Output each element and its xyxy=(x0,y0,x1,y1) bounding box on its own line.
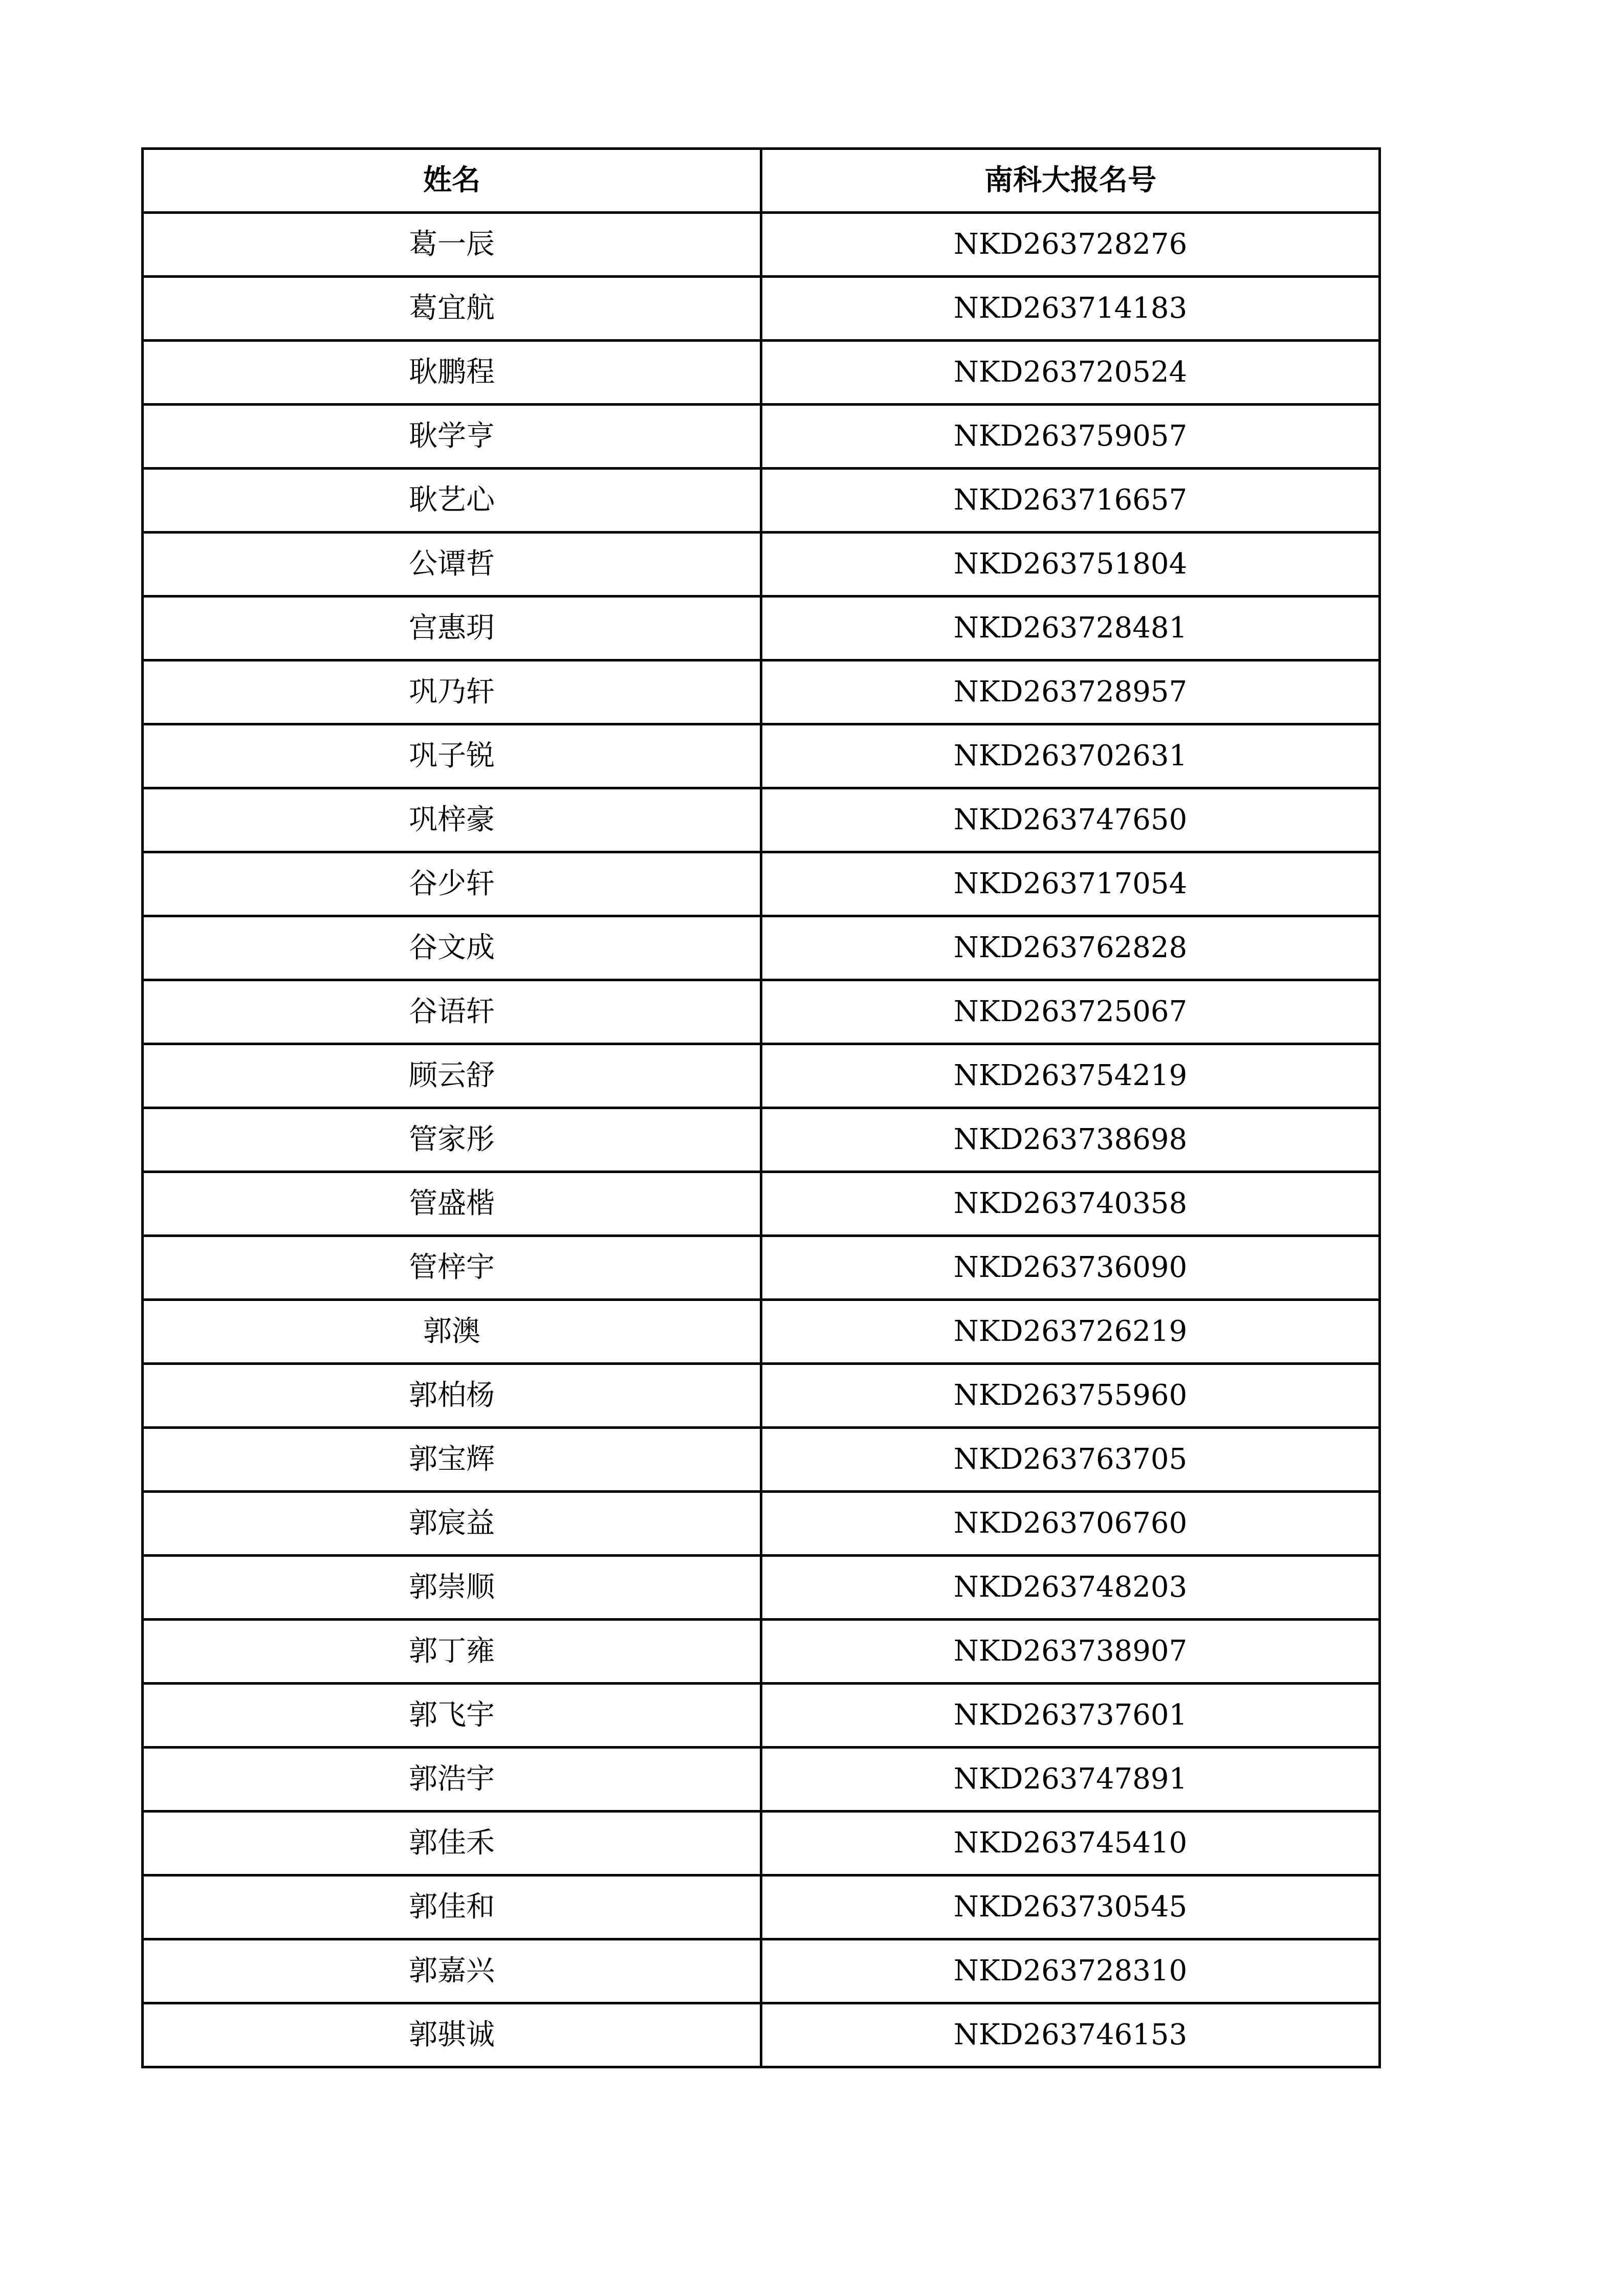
table-row xyxy=(143,980,1380,1044)
registration-number-cell: NKD263738907 xyxy=(761,1620,1380,1684)
table-row xyxy=(143,1939,1380,2003)
table-row xyxy=(143,1236,1380,1300)
name-cell: 管盛楷 xyxy=(143,1172,761,1236)
table-row xyxy=(143,1492,1380,1556)
name-cell: 公谭哲 xyxy=(143,533,761,597)
registration-number-cell: NKD263728481 xyxy=(761,597,1380,660)
name-cell: 葛宜航 xyxy=(143,277,761,341)
registration-number-cell: NKD263716657 xyxy=(761,469,1380,533)
name-cell: 管梓宇 xyxy=(143,1236,761,1300)
registration-number-cell: NKD263747650 xyxy=(761,788,1380,852)
name-cell: 郭嘉兴 xyxy=(143,1939,761,2003)
registration-number-cell: NKD263702631 xyxy=(761,724,1380,788)
name-cell: 郭宝辉 xyxy=(143,1428,761,1492)
registration-number-cell: NKD263762828 xyxy=(761,916,1380,980)
table-row xyxy=(143,916,1380,980)
name-cell: 郭柏杨 xyxy=(143,1364,761,1428)
table-row xyxy=(143,1108,1380,1172)
name-cell: 郭飞宇 xyxy=(143,1684,761,1748)
table-row xyxy=(143,1875,1380,1939)
registration-number-cell: NKD263746153 xyxy=(761,2003,1380,2067)
registration-number-cell: NKD263754219 xyxy=(761,1044,1380,1108)
name-cell: 葛一辰 xyxy=(143,213,761,277)
table-row xyxy=(143,213,1380,277)
table-row xyxy=(143,1364,1380,1428)
name-cell: 巩子锐 xyxy=(143,724,761,788)
registration-number-cell: NKD263751804 xyxy=(761,533,1380,597)
table-row xyxy=(143,1812,1380,1875)
table-row xyxy=(143,405,1380,469)
table-row xyxy=(143,1748,1380,1812)
registration-number-cell: NKD263736090 xyxy=(761,1236,1380,1300)
table-row xyxy=(143,469,1380,533)
registration-number-cell: NKD263738698 xyxy=(761,1108,1380,1172)
table-row xyxy=(143,788,1380,852)
registration-number-cell: NKD263728310 xyxy=(761,1939,1380,2003)
registration-number-cell: NKD263730545 xyxy=(761,1875,1380,1939)
name-cell: 郭佳禾 xyxy=(143,1812,761,1875)
name-cell: 管家彤 xyxy=(143,1108,761,1172)
name-cell: 郭丁雍 xyxy=(143,1620,761,1684)
name-cell: 宫惠玥 xyxy=(143,597,761,660)
registration-number-cell: NKD263728276 xyxy=(761,213,1380,277)
table-row xyxy=(143,724,1380,788)
registration-number-cell: NKD263714183 xyxy=(761,277,1380,341)
table-row xyxy=(143,1556,1380,1620)
registration-table xyxy=(141,147,1381,2068)
table-row xyxy=(143,1300,1380,1364)
registration-number-cell: NKD263725067 xyxy=(761,980,1380,1044)
table-row xyxy=(143,852,1380,916)
name-cell: 郭宸益 xyxy=(143,1492,761,1556)
registration-number-cell: NKD263755960 xyxy=(761,1364,1380,1428)
registration-number-cell: NKD263737601 xyxy=(761,1684,1380,1748)
table-row xyxy=(143,597,1380,660)
table-row xyxy=(143,1172,1380,1236)
registration-number-cell: NKD263759057 xyxy=(761,405,1380,469)
registration-number-cell: NKD263745410 xyxy=(761,1812,1380,1875)
table-row xyxy=(143,1428,1380,1492)
registration-number-cell: NKD263728957 xyxy=(761,660,1380,724)
name-cell: 巩梓豪 xyxy=(143,788,761,852)
table-row xyxy=(143,1684,1380,1748)
name-cell: 耿艺心 xyxy=(143,469,761,533)
registration-number-cell: NKD263763705 xyxy=(761,1428,1380,1492)
name-cell: 郭浩宇 xyxy=(143,1748,761,1812)
table-row xyxy=(143,1620,1380,1684)
table-row xyxy=(143,2003,1380,2067)
table-row xyxy=(143,1044,1380,1108)
table-row xyxy=(143,533,1380,597)
name-cell: 耿学亨 xyxy=(143,405,761,469)
column-header-name: 姓名 xyxy=(143,149,761,213)
name-cell: 郭澳 xyxy=(143,1300,761,1364)
table-body xyxy=(143,213,1380,2067)
registration-number-cell: NKD263726219 xyxy=(761,1300,1380,1364)
registration-number-cell: NKD263720524 xyxy=(761,341,1380,405)
name-cell: 郭崇顺 xyxy=(143,1556,761,1620)
registration-number-cell: NKD263717054 xyxy=(761,852,1380,916)
registration-number-cell: NKD263706760 xyxy=(761,1492,1380,1556)
name-cell: 巩乃轩 xyxy=(143,660,761,724)
column-header-registration-number: 南科大报名号 xyxy=(761,149,1380,213)
name-cell: 郭骐诚 xyxy=(143,2003,761,2067)
name-cell: 谷语轩 xyxy=(143,980,761,1044)
name-cell: 顾云舒 xyxy=(143,1044,761,1108)
name-cell: 郭佳和 xyxy=(143,1875,761,1939)
registration-number-cell: NKD263747891 xyxy=(761,1748,1380,1812)
name-cell: 耿鹏程 xyxy=(143,341,761,405)
registration-number-cell: NKD263748203 xyxy=(761,1556,1380,1620)
name-cell: 谷少轩 xyxy=(143,852,761,916)
name-cell: 谷文成 xyxy=(143,916,761,980)
registration-number-cell: NKD263740358 xyxy=(761,1172,1380,1236)
table-row xyxy=(143,341,1380,405)
table-row xyxy=(143,660,1380,724)
table-row xyxy=(143,277,1380,341)
table-header-row xyxy=(143,149,1380,213)
